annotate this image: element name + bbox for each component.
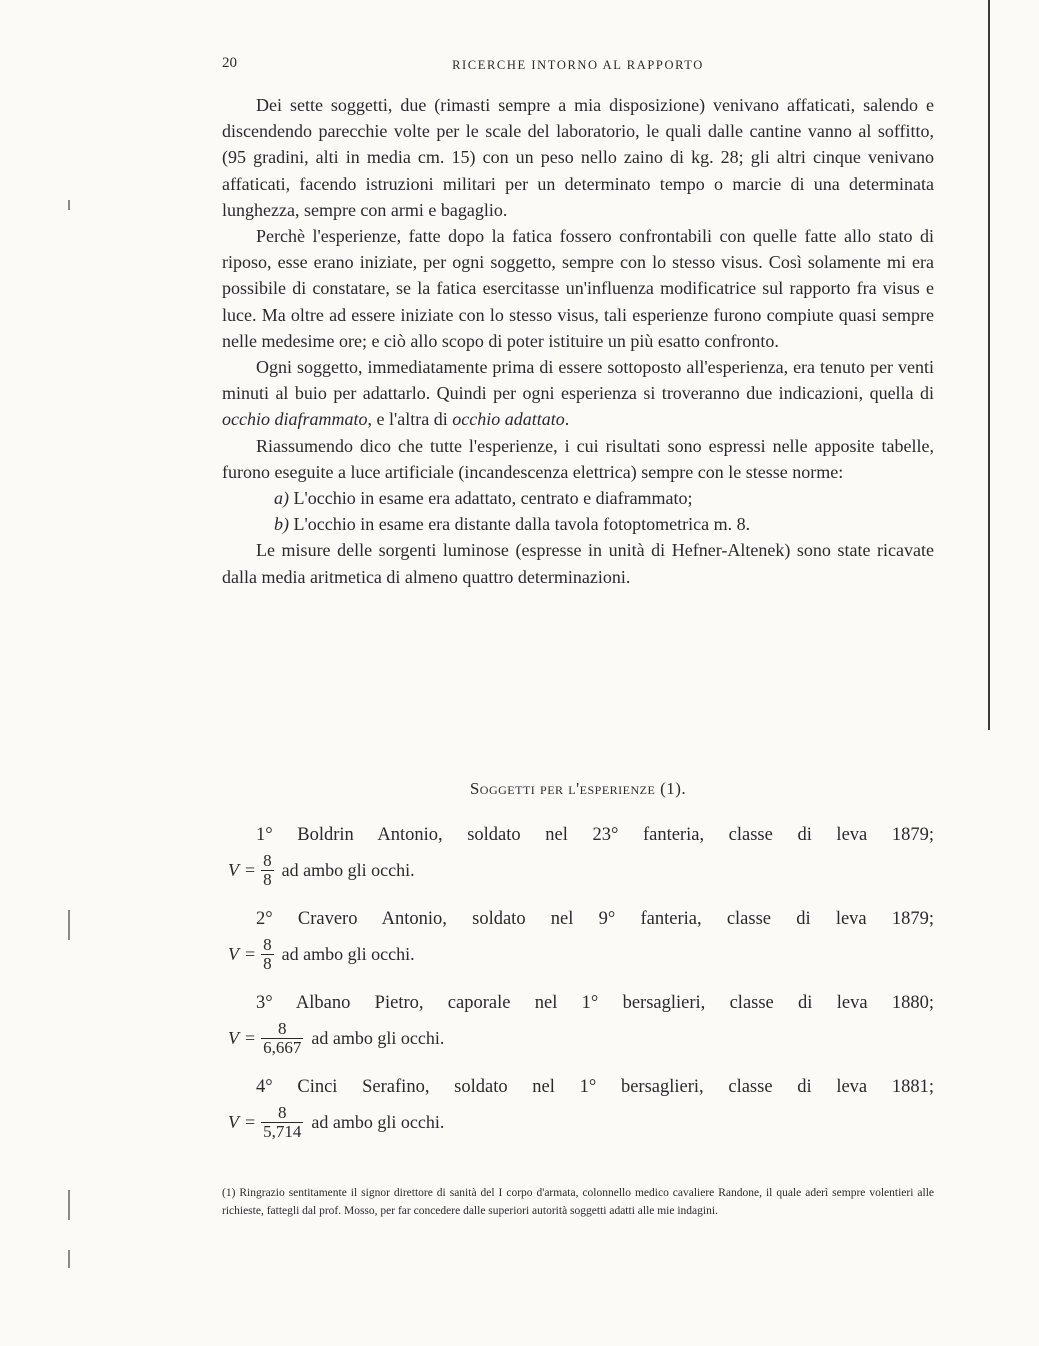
scan-speck (68, 910, 70, 940)
formula-variable: V (228, 1028, 239, 1048)
list-marker: a) (274, 488, 289, 509)
formula-text: ad ambo gli occhi. (311, 1028, 445, 1048)
formula-variable: V (228, 1112, 239, 1132)
formula-equals: = (245, 860, 256, 880)
formula-text: ad ambo gli occhi. (311, 1112, 445, 1132)
formula-equals: = (245, 1112, 256, 1132)
paragraph: Le misure delle sorgenti luminose (espresse in unità di Hefner-Altenek) sono state ricavate dalla media aritmetica di almeno quattro determinazioni. (222, 540, 934, 587)
denominator: 6,667 (263, 1038, 302, 1057)
body-text (222, 92, 934, 590)
scan-speck (68, 1250, 70, 1268)
footnote: (1) Ringrazio sentitamente il signor direttore di sanità del I corpo d'armata, colonnello medico cavaliere Randone, il quale aderì sempre volentieri alle richieste, fattegli dal prof. Mosso, per far concedere dalle superiori autorità soggetti adatti alle mie indagini. (222, 1187, 934, 1217)
subject-entry (222, 906, 934, 990)
italic-term: occhio diaframmato (222, 409, 368, 430)
paragraph: Riassumendo dico che tutte l'esperienze, i cui risultati sono espressi nelle apposite tabelle, furono eseguite a luce artificiale (incandescenza elettrica) sempre con le stesse norme: (222, 435, 934, 482)
section-title: Soggetti per l'esperienze (1). (469, 779, 687, 798)
text-run: Ogni soggetto, immediatamente prima di essere sottoposto all'esperienza, era tenuto per venti minuti al buio per adattarlo. Quindi per ogni esperienza si troveranno due indicazioni, quella di (222, 357, 934, 404)
numerator: 8 (263, 935, 272, 954)
formula-text: ad ambo gli occhi. (281, 860, 415, 880)
subject-name: 4° Cinci Serafino, soldato nel 1° bersaglieri, classe di leva 1881; (256, 1077, 934, 1097)
scan-speck (68, 200, 70, 210)
numerator: 8 (278, 1103, 287, 1122)
visus-formula (228, 936, 415, 973)
formula-text: ad ambo gli occhi. (281, 944, 415, 964)
subjects-list (222, 822, 934, 1158)
text-run: . (564, 409, 570, 430)
list-item (222, 511, 934, 537)
paragraph (222, 354, 934, 433)
scan-speck (68, 1190, 70, 1220)
subject-entry (222, 990, 934, 1074)
paragraph: Perchè l'esperienze, fatte dopo la fatica fossero confrontabili con quelle fatte allo stato di riposo, esse erano iniziate, per ogni soggetto, sempre con lo stesso visus. Così solamente mi era possibile di constatare, se la fatica esercitasse un'influenza modificatrice sul rapporto fra visus e luce. Ma oltre ad essere iniziate con lo stesso visus, tali esperienze furono compiute quasi sempre nelle medesime ore; e ciò allo scopo di poter istituire un più esatto confronto. (222, 226, 934, 351)
formula-equals: = (245, 1028, 256, 1048)
subject-name: 1° Boldrin Antonio, soldato nel 23° fanteria, classe di leva 1879; (256, 825, 934, 845)
paragraph: Dei sette soggetti, due (rimasti sempre a mia disposizione) venivano affaticati, salendo e discendendo parecchie volte per le scale del laboratorio, le quali dalle cantine vanno al soffitto, (95 gradini, alti in media cm. 15) con un peso nello zaino di kg. 28; gli altri cinque venivano affaticati, facendo istruzioni militari per un determinato tempo o marcie di una determinata lunghezza, sempre con armi e bagaglio. (222, 95, 934, 220)
page-number: 20 (222, 55, 237, 71)
list-text: L'occhio in esame era distante dalla tavola fotoptometrica m. 8. (289, 514, 751, 535)
visus-formula (228, 852, 415, 889)
subject-entry (222, 822, 934, 906)
list-text: L'occhio in esame era adattato, centrato e diaframmato; (289, 488, 693, 509)
subject-entry (222, 1074, 934, 1158)
fraction (261, 1020, 303, 1057)
text-run: , e l'altra di (367, 409, 453, 430)
fraction (261, 852, 274, 889)
fraction (261, 1104, 303, 1141)
running-head: RICERCHE INTORNO AL RAPPORTO (452, 58, 704, 72)
fraction (261, 936, 274, 973)
formula-equals: = (245, 944, 256, 964)
italic-term: occhio adattato (452, 409, 565, 430)
formula-variable: V (228, 860, 239, 880)
list-marker: b) (274, 514, 289, 535)
list-item (222, 485, 934, 511)
page-header (222, 55, 934, 79)
subject-name: 3° Albano Pietro, caporale nel 1° bersaglieri, classe di leva 1880; (256, 993, 934, 1013)
scan-margin-line (988, 0, 990, 730)
numerator: 8 (263, 851, 272, 870)
denominator: 5,714 (263, 1122, 302, 1141)
visus-formula (228, 1020, 444, 1057)
numerator: 8 (278, 1019, 287, 1038)
denominator: 8 (263, 954, 272, 973)
subject-name: 2° Cravero Antonio, soldato nel 9° fanteria, classe di leva 1879; (256, 909, 934, 929)
formula-variable: V (228, 944, 239, 964)
visus-formula (228, 1104, 444, 1141)
denominator: 8 (263, 870, 272, 889)
